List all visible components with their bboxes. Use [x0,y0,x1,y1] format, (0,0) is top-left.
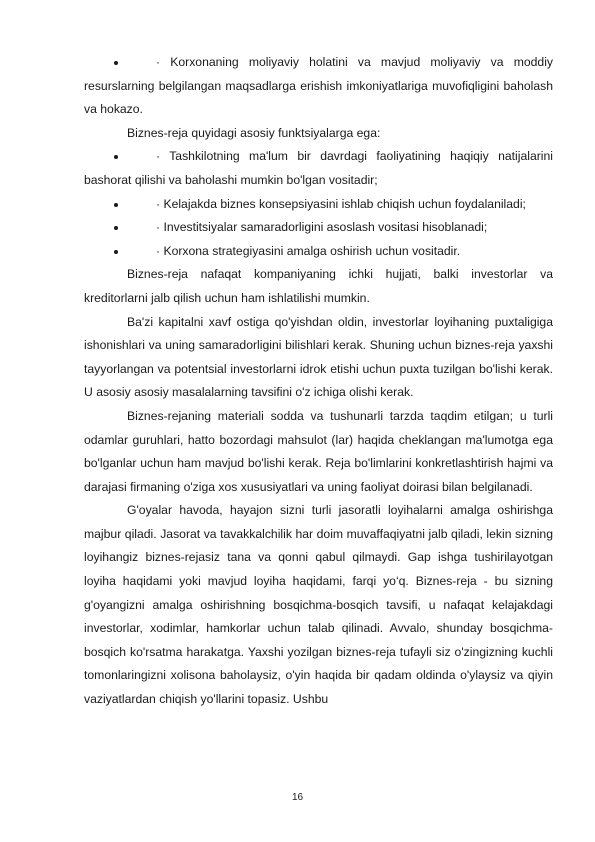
paragraph: Biznes-reja quyidagi asosiy funktsiyalarga ega: [127,125,381,140]
bullet-dot-icon [114,203,118,207]
bullet-dot-icon [114,61,118,65]
paragraph: Biznes-rejaning materiali sodda va tushunarli tarzda taqdim etilgan; u turli odamlar guruhlari, hatto bozordagi mahsulot (lar) haqida cheklangan ma'lumotga ega bo'lganlar uchun ham mavjud bo'lishi kerak. Reja bo'limlarini konkretlashtirish hajmi va darajasi firmaning o'ziga xos xususiyatlari va uning faoliyat doirasi bilan belgilanadi. [84,408,553,494]
bullet-dot-icon [114,155,118,159]
page-number: 16 [291,792,304,803]
bullet-item [84,216,553,240]
bullet-text: · Korxonaning moliyaviy holatini va mavjud moliyaviy va moddiy resurslarning belgilangan maqsadlarga erishish imkoniyatlariga muvofiqligini baholash va hokazo. [84,55,553,117]
paragraph: Ba'zi kapitalni xavf ostiga qo'yishdan oldin, investorlar loyihaning puxtaligiga ishonishlari va uning samaradorligini bilishlari kerak. Shuning uchun biznes-reja yaxshi tayyorlangan va potentsial investorlarni idrok etishi uchun puxta tuzilgan bo'lishi kerak. U asosiy asosiy masalalarning tavsifini o'z ichiga olishi kerak. [84,314,553,400]
bullet-item [84,145,553,192]
bullet-dot-icon [114,226,118,230]
bullet-text: · Tashkilotning ma'lum bir davrdagi faoliyatining haqiqiy natijalarini bashorat qilishi va baholashi mumkin bo'lgan vositadir; [84,149,553,187]
paragraph: G'oyalar havoda, hayajon sizni turli jasoratli loyihalarni amalga oshirishga majbur qiladi. Jasorat va tavakkalchilik har doim muvaffaqiyatni jalb qiladi, lekin sizning loyihangiz biznes-rejasiz tana va qonni qabul qilmaydi. Gap ishga tushirilayotgan loyiha haqidami yoki mavjud loyiha haqidami, farqi yo‘q. Biznes-reja - bu sizning g'oyangizni amalga oshirishning bosqichma-bosqich tavsifi, u nafaqat kelajakdagi investorlar, xodimlar, hamkorlar uchun talab qilinadi. Avvalo, shunday bosqichma-bosqich ko'rsatma harakatga. Yaxshi yozilgan biznes-reja tufayli siz o'zingizning kuchli tomonlaringizni xolisona baholaysiz, o'yin haqida bir qadam oldinda o'ylaysiz va qiyin vaziyatlardan chiqish yo'llarini topasiz. Ushbu [84,503,553,707]
bullet-text: · Korxona strategiyasini amalga oshirish uchun vositadir. [156,243,461,258]
bullet-item [84,51,553,122]
bullet-text: · Kelajakda biznes konsepsiyasini ishlab chiqish uchun foydalaniladi; [156,196,526,211]
bullet-item [84,193,553,217]
bullet-text: · Investitsiyalar samaradorligini asoslash vositasi hisoblanadi; [156,220,488,235]
bullet-item [84,240,553,264]
paragraph: Biznes-reja nafaqat kompaniyaning ichki hujjati, balki investorlar va kreditorlarni jalb qilish uchun ham ishlatilishi mumkin. [84,267,553,305]
bullet-dot-icon [114,250,118,254]
document-body [84,51,553,712]
